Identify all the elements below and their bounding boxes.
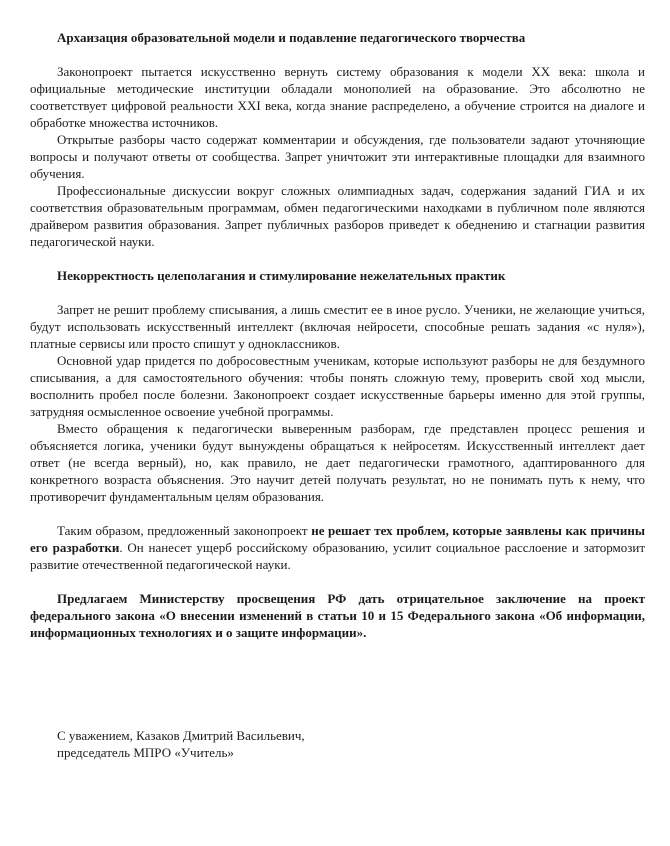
paragraph: Вместо обращения к педагогически выверенным разборам, где представлен процесс решения и объясняется логика, ученики будут вынуждены обращаться к нейросетям. Искусственный интеллект дает ответ (не всегда верный), но, как правило, не дает педагогически грамотного, адаптированного для конкретного возраста объяснения. Это научит детей получать результат, но не понимать путь к нему, что противоречит фундаментальным целям образования. <box>30 421 645 504</box>
paragraph-proposal: Предлагаем Министерству просвещения РФ дать отрицательное заключение на проект федерального закона «О внесении изменений в статьи 10 и 15 Федерального закона «Об информации, информационных технологиях и о защите информации». <box>30 591 645 640</box>
signature-line-name: С уважением, Казаков Дмитрий Васильевич, <box>57 728 305 743</box>
signature-block <box>57 727 645 761</box>
paragraph: Профессиональные дискуссии вокруг сложных олимпиадных задач, содержания заданий ГИА и их соответствия образовательным программам, обмен педагогическими находками в публичном поле являются драйвером развития образования. Запрет публичных разборов приведет к обеднению и стагнации развития педагогической науки. <box>30 183 645 249</box>
text-run-bold: не решает тех проблем, которые заявлены как причины его разработки <box>30 523 645 555</box>
paragraph: Основной удар придется по добросовестным ученикам, которые используют разборы не для бездумного списывания, а для самостоятельного обучения: чтобы понять сложную тему, проверить свой ход мысли, восполнить пробел после болезни. Законопроект создает искусственные барьеры именно для этой группы, затрудняя осмысленное освоение учебной программы. <box>30 353 645 419</box>
paragraph: Открытые разборы часто содержат комментарии и обсуждения, где пользователи задают уточняющие вопросы и получают ответы от сообщества. Запрет уничтожит эти интерактивные площадки для взаимного обучения. <box>30 132 645 181</box>
section-heading-archaization: Архаизация образовательной модели и подавление педагогического творчества <box>57 30 526 45</box>
paragraph-conclusion <box>30 522 645 573</box>
paragraph: Законопроект пытается искусственно вернуть систему образования к модели XX века: школа и официальные методические институции обладали монополией на образование. Это абсолютно не соответствует цифровой реальности XXI века, когда знание распределено, а обучение строится на диалоге и обработке множества источников. <box>30 64 645 130</box>
section-heading-goal-setting: Некорректность целеполагания и стимулирование нежелательных практик <box>57 268 506 283</box>
signature-line-title: председатель МПРО «Учитель» <box>57 745 234 760</box>
text-run: Таким образом, предложенный законопроект <box>57 523 312 538</box>
paragraph: Запрет не решит проблему списывания, а лишь сместит ее в иное русло. Ученики, не желающие учиться, будут использовать искусственный интеллект (включая нейросети, способные решать задания «с нуля»), платные сервисы или просто спишут у одноклассников. <box>30 302 645 351</box>
text-run: . Он нанесет ущерб российскому образованию, усилит социальное расслоение и затормозит развитие отечественной педагогической науки. <box>30 540 645 572</box>
